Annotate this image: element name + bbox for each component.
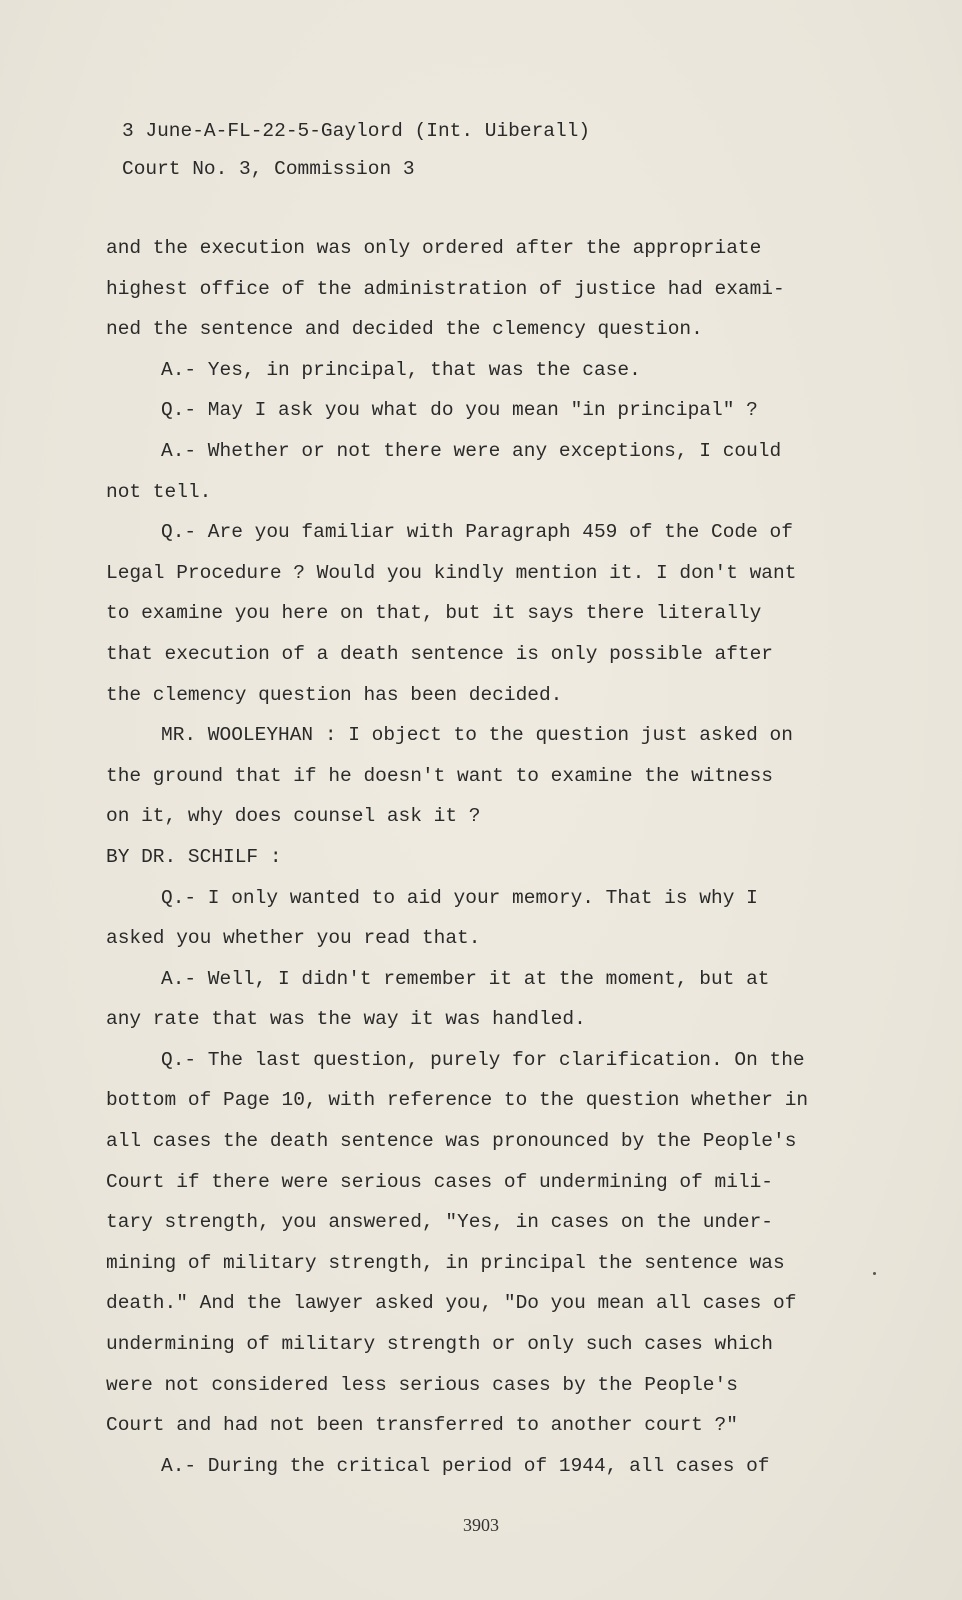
transcript-line: Q.- I only wanted to aid your memory. That is why I <box>161 886 758 909</box>
page-number: 3903 <box>463 1515 499 1535</box>
transcript-line: mining of military strength, in principal the sentence was <box>106 1251 785 1274</box>
transcript-line: any rate that was the way it was handled. <box>106 1008 586 1031</box>
transcript-line: were not considered less serious cases by the People's <box>106 1373 738 1396</box>
transcript-line: Court and had not been transferred to another court ?" <box>106 1414 738 1437</box>
transcript-line: not tell. <box>106 480 212 503</box>
transcript-line: MR. WOOLEYHAN : I object to the question just asked on <box>161 724 793 747</box>
transcript-line: the ground that if he doesn't want to examine the witness <box>106 764 774 787</box>
header-case-reference: 3 June-A-FL-22-5-Gaylord (Int. Uiberall) <box>122 120 591 142</box>
document-header <box>122 112 590 188</box>
transcript-line: highest office of the administration of justice had exami- <box>106 277 785 300</box>
transcript-line: all cases the death sentence was pronounced by the People's <box>106 1130 797 1153</box>
transcript-line: Q.- Are you familiar with Paragraph 459 of the Code of <box>161 521 793 544</box>
transcript-line: that execution of a death sentence is only possible after <box>106 642 774 665</box>
paper-speck <box>873 1272 876 1275</box>
transcript-line: A.- Yes, in principal, that was the case. <box>161 358 641 381</box>
transcript-line: Court if there were serious cases of undermining of mili- <box>106 1170 774 1193</box>
transcript-line: death." And the lawyer asked you, "Do you mean all cases of <box>106 1292 797 1315</box>
transcript-line: A.- During the critical period of 1944, all cases of <box>161 1454 770 1477</box>
transcript-line: the clemency question has been decided. <box>106 683 563 706</box>
transcript-line: bottom of Page 10, with reference to the question whether in <box>106 1089 809 1112</box>
transcript-line: ned the sentence and decided the clemency question. <box>106 318 703 341</box>
transcript-line: A.- Well, I didn't remember it at the moment, but at <box>161 967 770 990</box>
transcript-line: tary strength, you answered, "Yes, in cases on the under- <box>106 1211 774 1234</box>
transcript-line: BY DR. SCHILF : <box>106 845 282 868</box>
header-court-commission: Court No. 3, Commission 3 <box>122 158 415 180</box>
transcript-line: Q.- The last question, purely for clarification. On the <box>161 1048 805 1071</box>
transcript-line: Legal Procedure ? Would you kindly mention it. I don't want <box>106 561 797 584</box>
transcript-line: A.- Whether or not there were any exceptions, I could <box>161 439 782 462</box>
transcript-body <box>106 228 846 1486</box>
transcript-line: and the execution was only ordered after the appropriate <box>106 237 762 259</box>
transcript-line: Q.- May I ask you what do you mean "in principal" ? <box>161 399 758 422</box>
transcript-line: asked you whether you read that. <box>106 927 481 950</box>
transcript-line: on it, why does counsel ask it ? <box>106 805 481 828</box>
transcript-line: undermining of military strength or only such cases which <box>106 1333 774 1356</box>
transcript-line: to examine you here on that, but it says there literally <box>106 602 762 625</box>
